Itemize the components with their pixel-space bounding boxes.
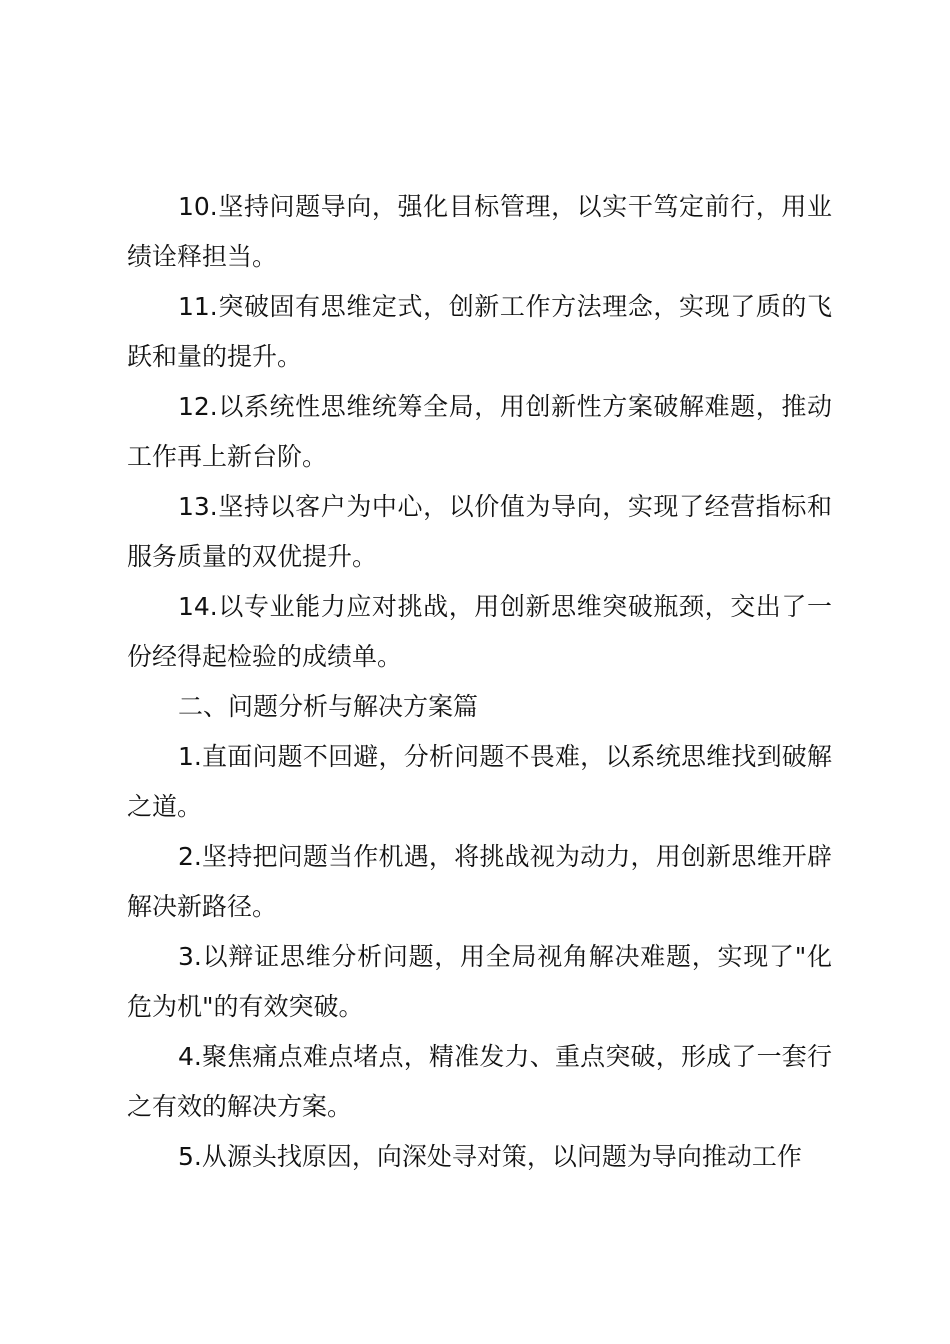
list-item: 5.从源头找原因，向深处寻对策，以问题为导向推动工作	[178, 1142, 802, 1171]
document-body	[127, 182, 832, 1182]
section-heading: 二、问题分析与解决方案篇	[178, 692, 479, 721]
list-item: 11.突破固有思维定式，创新工作方法理念，实现了质的飞跃和量的提升。	[127, 292, 832, 371]
list-item: 3.以辩证思维分析问题，用全局视角解决难题，实现了"化危为机"的有效突破。	[127, 942, 832, 1021]
list-item: 2.坚持把问题当作机遇，将挑战视为动力，用创新思维开辟解决新路径。	[127, 842, 832, 921]
list-item: 1.直面问题不回避，分析问题不畏难，以系统思维找到破解之道。	[127, 742, 832, 821]
list-item: 12.以系统性思维统筹全局，用创新性方案破解难题，推动工作再上新台阶。	[127, 392, 832, 471]
list-item: 13.坚持以客户为中心，以价值为导向，实现了经营指标和服务质量的双优提升。	[127, 492, 832, 571]
list-item: 14.以专业能力应对挑战，用创新思维突破瓶颈，交出了一份经得起检验的成绩单。	[127, 592, 832, 671]
list-item: 10.坚持问题导向，强化目标管理，以实干笃定前行，用业绩诠释担当。	[127, 192, 832, 271]
list-item: 4.聚焦痛点难点堵点，精准发力、重点突破，形成了一套行之有效的解决方案。	[127, 1042, 832, 1121]
